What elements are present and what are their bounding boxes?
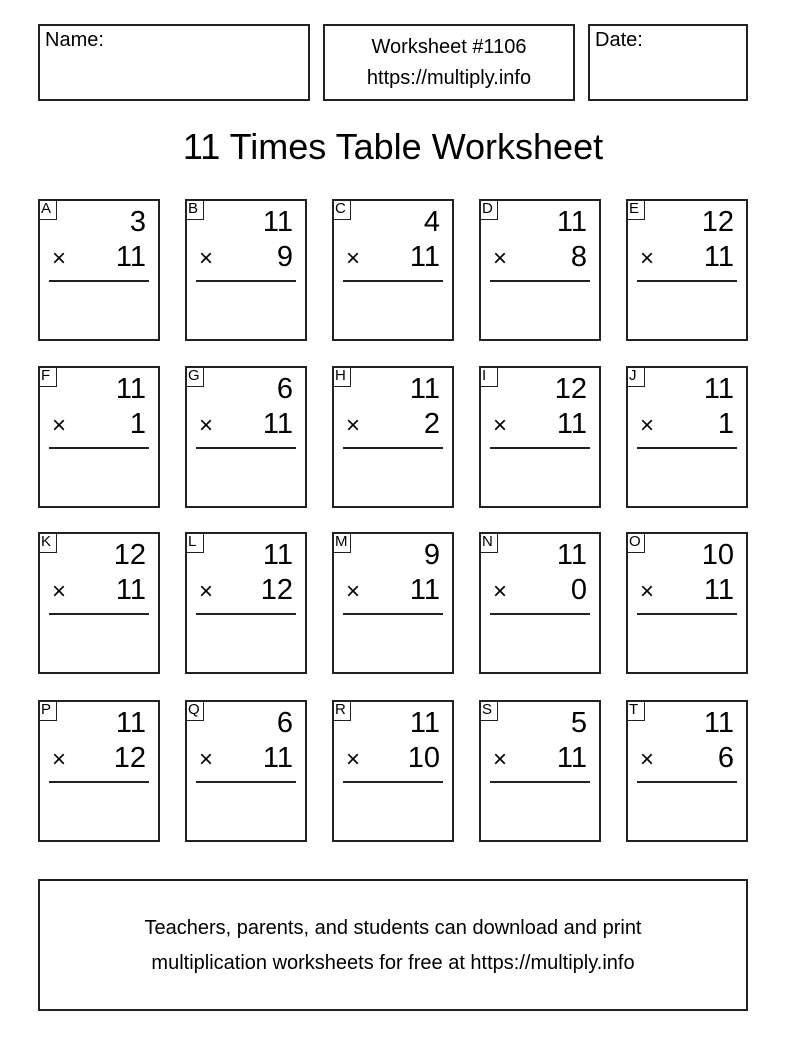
- times-sign: ×: [199, 412, 214, 439]
- problem-bottom-number: 12: [260, 574, 293, 606]
- footer-line-2: multiplication worksheets for free at https://multiply.info: [151, 952, 635, 974]
- problem-top-number: 11: [409, 707, 440, 739]
- times-sign: ×: [493, 245, 508, 272]
- problem-top-number: 11: [703, 707, 734, 739]
- problem-card: [185, 199, 307, 341]
- times-sign: ×: [493, 578, 508, 605]
- problem-card: [185, 700, 307, 842]
- times-sign: ×: [640, 245, 655, 272]
- problem-top-number: 9: [423, 539, 440, 571]
- answer-line: [490, 447, 590, 449]
- problem-letter: B: [185, 199, 204, 220]
- answer-line: [343, 447, 443, 449]
- problem-bottom-number: 11: [703, 574, 734, 606]
- problem-card: [626, 532, 748, 674]
- problem-bottom-number: 0: [570, 574, 587, 606]
- answer-line: [343, 781, 443, 783]
- problem-top-number: 12: [113, 539, 146, 571]
- footer-box: [38, 879, 748, 1011]
- problem-top-number: 11: [115, 707, 146, 739]
- problem-top-number: 12: [701, 206, 734, 238]
- problem-letter: A: [38, 199, 57, 220]
- times-sign: ×: [199, 746, 214, 773]
- problem-card: [332, 366, 454, 508]
- problem-top-number: 10: [701, 539, 734, 571]
- problem-bottom-number: 11: [262, 742, 293, 774]
- problem-bottom-number: 11: [115, 574, 146, 606]
- times-sign: ×: [640, 412, 655, 439]
- problem-bottom-number: 11: [556, 742, 587, 774]
- times-sign: ×: [52, 245, 67, 272]
- answer-line: [196, 613, 296, 615]
- problem-letter: O: [626, 532, 645, 553]
- problem-top-number: 11: [556, 206, 587, 238]
- problem-bottom-number: 11: [115, 241, 146, 273]
- times-sign: ×: [493, 412, 508, 439]
- problem-card: [38, 199, 160, 341]
- answer-line: [49, 613, 149, 615]
- problem-card: [185, 532, 307, 674]
- problem-card: [38, 532, 160, 674]
- problem-bottom-number: 12: [113, 742, 146, 774]
- times-sign: ×: [640, 746, 655, 773]
- problem-bottom-number: 1: [129, 408, 146, 440]
- page-title: 11 Times Table Worksheet: [182, 126, 604, 167]
- times-sign: ×: [346, 578, 361, 605]
- problem-letter: G: [185, 366, 204, 387]
- date-field-box: [588, 24, 748, 101]
- problem-letter: N: [479, 532, 498, 553]
- times-sign: ×: [346, 746, 361, 773]
- problem-bottom-number: 11: [703, 241, 734, 273]
- problem-top-number: 11: [409, 373, 440, 405]
- problem-top-number: 3: [129, 206, 146, 238]
- problem-bottom-number: 8: [570, 241, 587, 273]
- problem-letter: C: [332, 199, 351, 220]
- problem-letter: M: [332, 532, 351, 553]
- times-sign: ×: [493, 746, 508, 773]
- name-label: Name:: [45, 29, 104, 51]
- times-sign: ×: [640, 578, 655, 605]
- answer-line: [343, 613, 443, 615]
- answer-line: [637, 447, 737, 449]
- answer-line: [196, 781, 296, 783]
- problem-bottom-number: 10: [407, 742, 440, 774]
- problem-top-number: 11: [556, 539, 587, 571]
- times-sign: ×: [52, 578, 67, 605]
- times-sign: ×: [52, 412, 67, 439]
- problem-letter: T: [626, 700, 645, 721]
- problem-card: [479, 199, 601, 341]
- problem-bottom-number: 6: [717, 742, 734, 774]
- problem-top-number: 11: [703, 373, 734, 405]
- problem-letter: Q: [185, 700, 204, 721]
- problem-card: [626, 700, 748, 842]
- problem-bottom-number: 11: [409, 574, 440, 606]
- problem-bottom-number: 11: [262, 408, 293, 440]
- answer-line: [490, 280, 590, 282]
- problem-bottom-number: 2: [423, 408, 440, 440]
- problem-top-number: 11: [115, 373, 146, 405]
- problem-bottom-number: 11: [409, 241, 440, 273]
- problem-letter: J: [626, 366, 645, 387]
- problem-top-number: 11: [262, 539, 293, 571]
- problem-card: [38, 366, 160, 508]
- worksheet-info-box: [323, 24, 575, 101]
- problem-card: [626, 199, 748, 341]
- answer-line: [490, 781, 590, 783]
- problem-bottom-number: 11: [556, 408, 587, 440]
- answer-line: [49, 447, 149, 449]
- problem-letter: K: [38, 532, 57, 553]
- problem-bottom-number: 1: [717, 408, 734, 440]
- problem-letter: E: [626, 199, 645, 220]
- problem-card: [332, 199, 454, 341]
- times-sign: ×: [199, 245, 214, 272]
- answer-line: [637, 613, 737, 615]
- problem-top-number: 4: [423, 206, 440, 238]
- answer-line: [637, 781, 737, 783]
- problem-card: [479, 700, 601, 842]
- problem-card: [38, 700, 160, 842]
- worksheet-number: Worksheet #1106: [371, 36, 527, 58]
- answer-line: [490, 613, 590, 615]
- problem-letter: H: [332, 366, 351, 387]
- problem-letter: D: [479, 199, 498, 220]
- problem-top-number: 12: [554, 373, 587, 405]
- answer-line: [637, 280, 737, 282]
- name-field-box: [38, 24, 310, 101]
- times-sign: ×: [199, 578, 214, 605]
- problem-top-number: 6: [276, 707, 293, 739]
- problem-top-number: 5: [570, 707, 587, 739]
- problem-top-number: 6: [276, 373, 293, 405]
- date-label: Date:: [595, 29, 643, 51]
- answer-line: [49, 280, 149, 282]
- answer-line: [343, 280, 443, 282]
- problem-card: [332, 532, 454, 674]
- problem-letter: P: [38, 700, 57, 721]
- times-sign: ×: [346, 412, 361, 439]
- problem-letter: R: [332, 700, 351, 721]
- times-sign: ×: [52, 746, 67, 773]
- problem-card: [332, 700, 454, 842]
- worksheet-url: https://multiply.info: [366, 67, 532, 89]
- problem-letter: L: [185, 532, 204, 553]
- answer-line: [196, 280, 296, 282]
- problem-letter: I: [479, 366, 498, 387]
- answer-line: [49, 781, 149, 783]
- problem-card: [479, 532, 601, 674]
- footer-line-1: Teachers, parents, and students can download and print: [144, 917, 642, 939]
- times-sign: ×: [346, 245, 361, 272]
- answer-line: [196, 447, 296, 449]
- problem-letter: F: [38, 366, 57, 387]
- problem-bottom-number: 9: [276, 241, 293, 273]
- problem-card: [185, 366, 307, 508]
- problem-top-number: 11: [262, 206, 293, 238]
- problem-card: [479, 366, 601, 508]
- problem-letter: S: [479, 700, 498, 721]
- problem-card: [626, 366, 748, 508]
